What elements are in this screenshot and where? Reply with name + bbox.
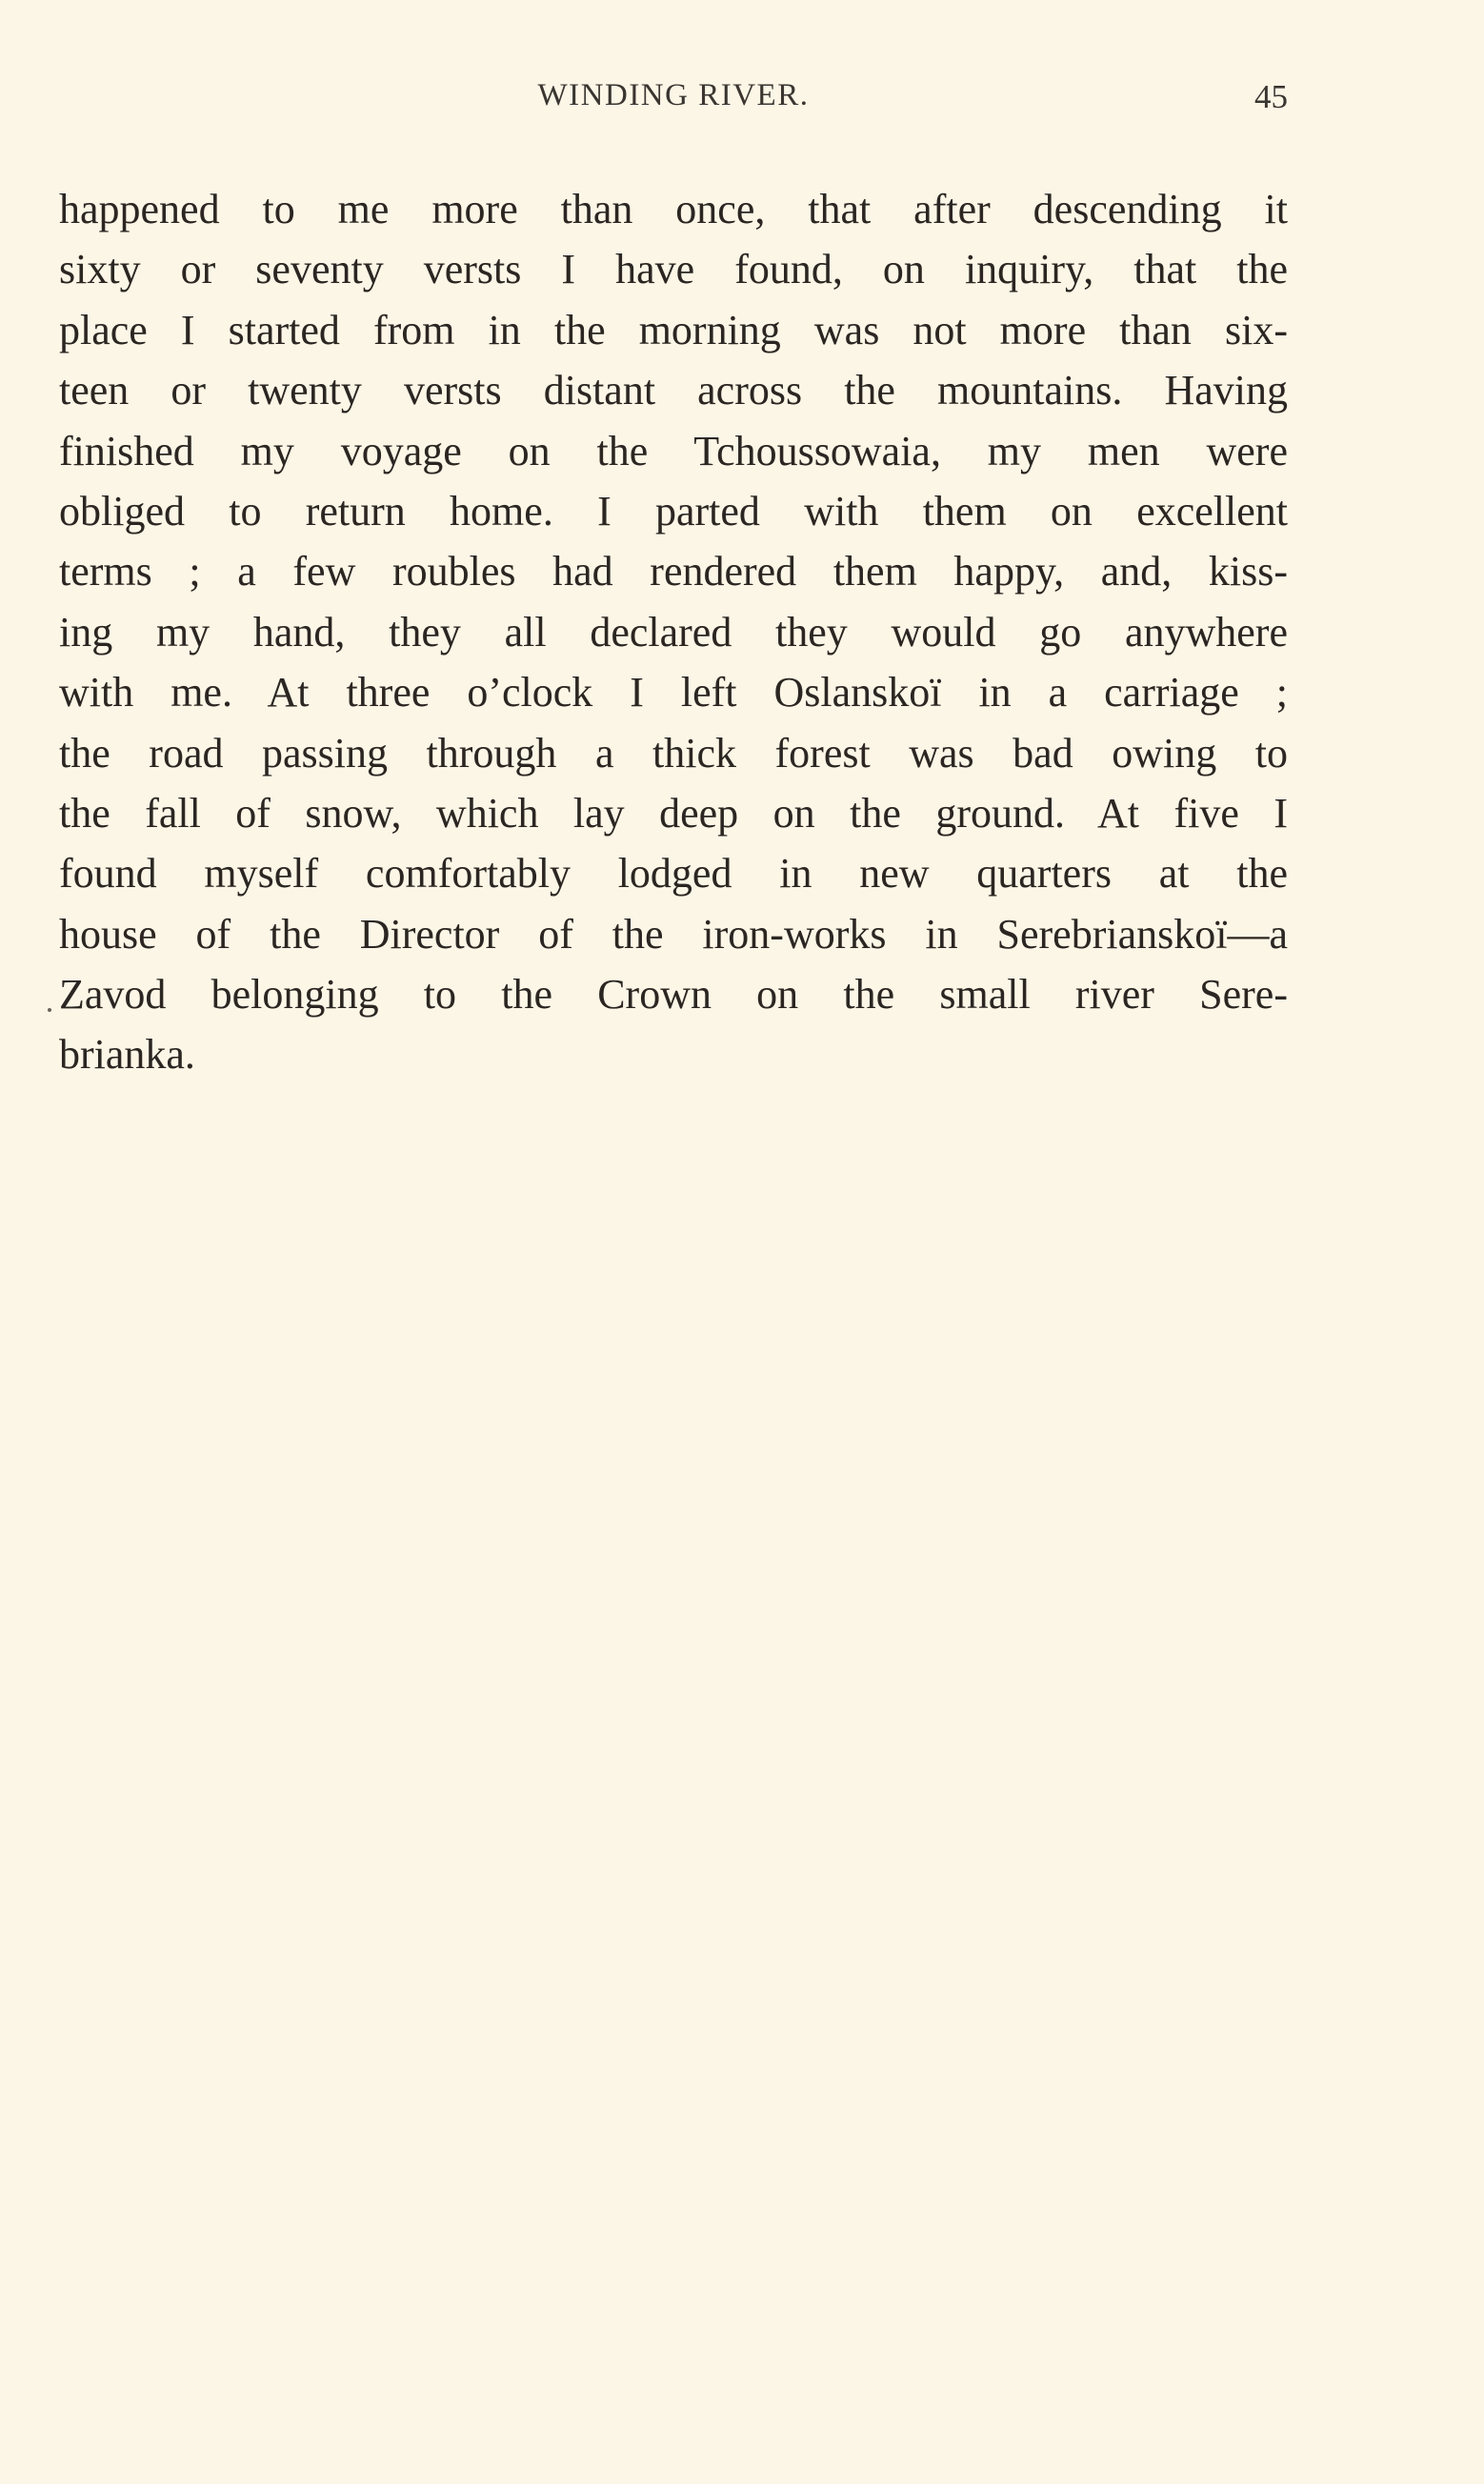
text-line: house of the Director of the iron-works in Serebrianskoï—a (59, 910, 1288, 958)
text-line: sixty or seventy versts I have found, on inquiry, that the (59, 246, 1288, 293)
text-line: found myself comfortably lodged in new quarters at the (59, 850, 1288, 898)
paper-speck (48, 1008, 51, 1012)
text-line: finished my voyage on the Tchoussowaia, my men were (59, 427, 1288, 475)
text-line: Zavod belonging to the Crown on the small river Sere- (59, 971, 1288, 1019)
body-text (59, 179, 1288, 1085)
running-head (59, 78, 1288, 126)
text-line: teen or twenty versts distant across the mountains. Having (59, 367, 1288, 414)
text-line-last: brianka. (59, 1031, 195, 1079)
page-number: 45 (1254, 78, 1288, 115)
text-line: with me. At three o’clock I left Oslanskoï in a carriage ; (59, 669, 1288, 717)
text-line: the road passing through a thick forest was bad owing to (59, 729, 1288, 777)
text-line: the fall of snow, which lay deep on the ground. At five I (59, 789, 1288, 837)
text-line: terms ; a few roubles had rendered them happy, and, kiss- (59, 548, 1288, 596)
text-line: obliged to return home. I parted with them on excellent (59, 487, 1288, 535)
text-line: ing my hand, they all declared they would go anywhere (59, 608, 1288, 656)
text-line: happened to me more than once, that after descending it (59, 186, 1288, 232)
running-title: WINDING RIVER. (537, 78, 810, 112)
text-line: place I started from in the morning was not more than six- (59, 306, 1288, 353)
